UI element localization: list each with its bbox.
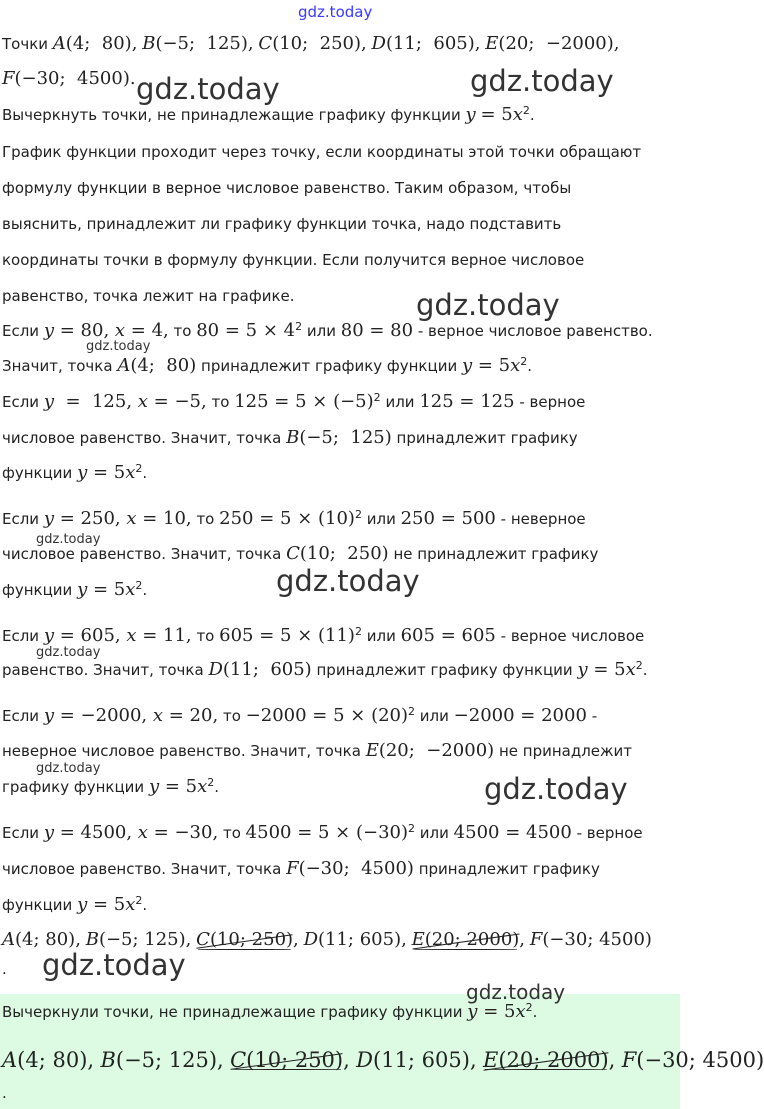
watermark: gdz.today: [416, 288, 560, 322]
watermark: gdz.today: [136, 72, 280, 106]
check-c-line1: Если y = 250, x = 10, то $250 = 5 \times (10)^2$ или 250 = 500 - неверное: [2, 508, 586, 529]
summary-points: A(4; 80), B(−5; 125), C(10; 250), D(11; 605), E(20; 2000), F(−30; 4500): [2, 929, 652, 950]
watermark-small: gdz.today: [36, 645, 101, 660]
watermark-small: gdz.today: [36, 761, 101, 776]
watermark: gdz.today: [484, 772, 628, 806]
watermark-small: gdz.today: [86, 339, 151, 354]
check-f-line1: Если y = 4500, x = −30, то $4500 = 5 \times (-30)^2$ или 4500 = 4500 - верное: [2, 822, 643, 843]
intro-word: Точки: [2, 35, 49, 53]
check-a-line1: Если y = 80, x = 4, то $80 = 5 \times 4^2$ или 80 = 80 - верное числовое равенство.: [2, 320, 653, 341]
check-e-line3: графику функции $y = 5x^2$.: [2, 776, 220, 797]
check-b-line2: числовое равенство. Значит, точка B(−5; 125) принадлежит графику: [2, 427, 578, 448]
watermark-small: gdz.today: [36, 532, 101, 547]
watermark: gdz.today: [276, 564, 420, 598]
check-e-line1: Если y = −2000, x = 20, то $-2000 = 5 \times (20)^2$ или −2000 = 2000 -: [2, 705, 598, 726]
check-a-line2: Значит, точка A(4; 80) принадлежит графику функции $y = 5x^2$.: [2, 355, 533, 376]
answer-points: A(4; 80), B(−5; 125), C(10; 250), D(11; 605), E(20; 2000), F(−30; 4500): [2, 1048, 764, 1072]
rule-line5: равенство, точка лежит на графике.: [2, 287, 295, 305]
check-b-line1: Если y = 125, x = −5, то $125 = 5 \times (-5)^2$ или 125 = 125 - верное: [2, 391, 586, 412]
struck-point-c: C(10; 250): [196, 929, 294, 950]
check-f-line2: числовое равенство. Значит, точка F(−30; 4500) принадлежит графику: [2, 858, 600, 879]
answer-label: Вычеркнули точки, не принадлежащие графику функции $y = 5x^2$.: [2, 1001, 538, 1022]
problem-points-line2: F(−30; 4500).: [2, 68, 136, 89]
task-line: Вычеркнуть точки, не принадлежащие графику функции $y = 5x^2$.: [2, 104, 535, 125]
check-d-line2: равенство. Значит, точка D(11; 605) принадлежит графику функции $y = 5x^2$.: [2, 659, 648, 680]
rule-line4: координаты точки в формулу функции. Если получится верное числовое: [2, 251, 585, 269]
answer-box: [0, 980, 764, 1109]
check-c-line3: функции $y = 5x^2$.: [2, 579, 148, 600]
check-c-line2: числовое равенство. Значит, точка C(10; 250) не принадлежит графику: [2, 543, 599, 564]
check-e-line2: неверное числовое равенство. Значит, точка E(20; −2000) не принадлежит: [2, 740, 633, 761]
answer-struck-c: C(10; 250): [230, 1048, 344, 1072]
rule-line1: График функции проходит через точку, если координаты этой точки обращают: [2, 143, 642, 161]
watermark-top: gdz.today: [298, 3, 373, 21]
watermark: gdz.today: [466, 980, 566, 1004]
struck-point-e: E(20; 2000): [411, 929, 520, 950]
problem-points-line1: Точки A(4; 80), B(−5; 125), C(10; 250), D(11; 605), E(20; −2000),: [2, 33, 620, 54]
rule-line2: формулу функции в верное числовое равенство. Таким образом, чтобы: [2, 179, 572, 197]
rule-line3: выяснить, принадлежит ли графику функции точка, надо подставить: [2, 215, 562, 233]
watermark: gdz.today: [42, 948, 186, 982]
check-b-line3: функции $y = 5x^2$.: [2, 462, 148, 483]
check-f-line3: функции $y = 5x^2$.: [2, 894, 148, 915]
check-d-line1: Если y = 605, x = 11, то $605 = 5 \times (11)^2$ или 605 = 605 - верное числовое: [2, 625, 645, 646]
answer-dot: .: [2, 1084, 7, 1102]
answer-struck-e: E(20; 2000): [483, 1048, 609, 1072]
watermark: gdz.today: [470, 64, 614, 98]
summary-dot: .: [2, 960, 7, 978]
